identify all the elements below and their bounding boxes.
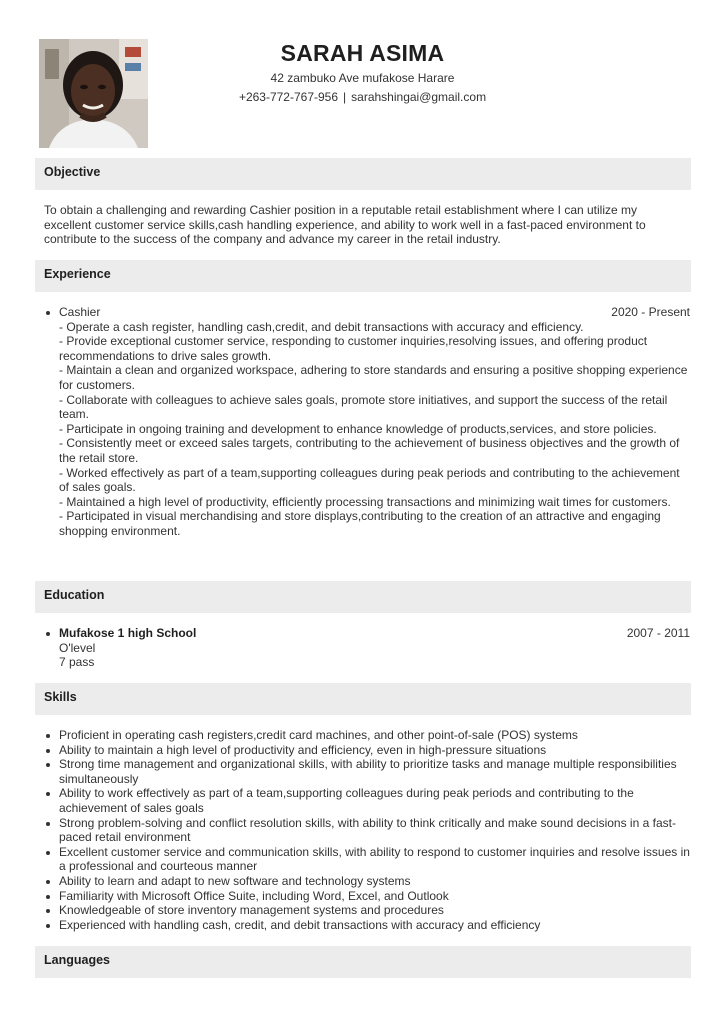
skill-item: Experienced with handling cash, credit, and debit transactions with accuracy and efficiency <box>44 918 690 933</box>
experience-list <box>44 305 690 539</box>
skill-item: Ability to work effectively as part of a team,supporting colleagues during peak periods and contributing to the achievement of sales goals <box>44 786 690 815</box>
job-duty: - Operate a cash register, handling cash,credit, and debit transactions with accuracy and efficiency. <box>59 319 584 334</box>
skill-item: Ability to maintain a high level of productivity and efficiency, even in high-pressure situations <box>44 743 690 758</box>
languages-heading: Languages <box>44 953 110 967</box>
job-duty: - Consistently meet or exceed sales targets, contributing to the achievement of business objectives and the growth of the retail store. <box>59 436 680 465</box>
skills-section-header <box>35 683 691 715</box>
school-result: 7 pass <box>59 655 95 670</box>
school-header <box>59 626 690 641</box>
objective-text: To obtain a challenging and rewarding Cashier position in a reputable retail establishment where I can utilize my excellent customer service skills,cash handling experience, and ability to work well in a fast-paced environment to contribute to the success of the company and advance my career in the retail industry. <box>44 203 646 247</box>
phone-number: +263-772-767-956 <box>238 90 339 104</box>
education-section-header <box>35 581 691 613</box>
skills-list <box>44 728 690 932</box>
skill-item: Knowledgeable of store inventory management systems and procedures <box>44 903 690 918</box>
email-address: sarahshingai@gmail.com <box>351 90 487 104</box>
job-duty: - Maintain a clean and organized workspace, adhering to store standards and ensuring a positive shopping experience for customers. <box>59 363 688 392</box>
resume-header <box>160 38 565 107</box>
school-name: Mufakose 1 high School <box>59 626 197 640</box>
skill-item: Ability to learn and adapt to new software and technology systems <box>44 874 690 889</box>
job-entry <box>44 305 690 539</box>
skills-heading: Skills <box>44 690 77 704</box>
job-dates: 2020 - Present <box>611 305 690 319</box>
full-name: SARAH ASIMA <box>280 40 445 66</box>
job-duty: - Participated in visual merchandising and store displays,contributing to the creation of an attractive and engaging shopping environment. <box>59 509 661 538</box>
contact-separator: | <box>343 90 347 104</box>
job-duty: - Worked effectively as part of a team,supporting colleagues during peak periods and contributing to the achievement of sales goals. <box>59 465 680 495</box>
job-duty: - Participate in ongoing training and development to enhance knowledge of products,services, and store policies. <box>59 421 657 436</box>
job-duty: - Collaborate with colleagues to achieve sales goals, promote store initiatives, and support the success of the retail team. <box>59 392 668 422</box>
objective-heading: Objective <box>44 165 101 179</box>
job-header <box>59 305 690 320</box>
profile-photo <box>39 39 148 148</box>
languages-section-header <box>35 946 691 978</box>
skill-item: Familiarity with Microsoft Office Suite, including Word, Excel, and Outlook <box>44 889 690 904</box>
skill-item: Strong time management and organizational skills, with ability to prioritize tasks and manage multiple responsibilities simultaneously <box>44 757 690 786</box>
skill-item: Proficient in operating cash registers,credit card machines, and other point-of-sale (POS) systems <box>44 728 690 743</box>
contact-line <box>160 88 565 107</box>
education-list <box>44 626 690 670</box>
experience-heading: Experience <box>44 267 111 281</box>
school-level: O'level <box>59 640 96 655</box>
skill-item: Excellent customer service and communication skills, with ability to respond to customer inquiries and resolve issues in a professional and courteous manner <box>44 845 690 874</box>
experience-section-header <box>35 260 691 292</box>
objective-section-header <box>35 158 691 190</box>
school-entry <box>44 626 690 670</box>
job-duty: - Provide exceptional customer service, responding to customer inquiries,resolving issues, and offering product recommendations to drive sales growth. <box>59 334 648 363</box>
skill-item: Strong problem-solving and conflict resolution skills, with ability to think critically and make sound decisions in a fast-paced retail environment <box>44 816 690 845</box>
job-title: Cashier <box>59 305 101 319</box>
education-heading: Education <box>44 588 105 602</box>
school-dates: 2007 - 2011 <box>626 626 690 640</box>
address: 42 zambuko Ave mufakose Harare <box>270 71 455 85</box>
job-duty: - Maintained a high level of productivity, efficiently processing transactions and minimizing wait times for customers. <box>59 494 671 509</box>
